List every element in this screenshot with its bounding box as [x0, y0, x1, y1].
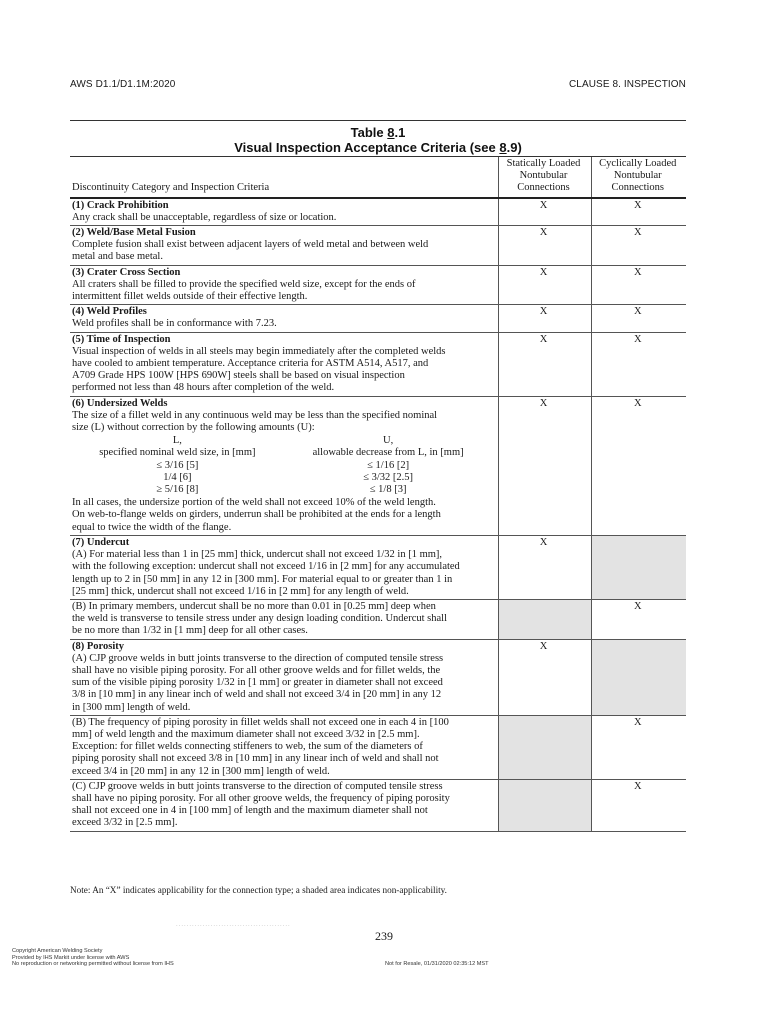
static-mark-cell: X — [498, 332, 591, 396]
undersize-nominal: L, — [172, 435, 182, 447]
undersize-row — [72, 472, 494, 484]
resale-notice: Not for Resale, 01/31/2020 02:35:12 MST — [385, 961, 489, 967]
table-row — [70, 332, 686, 396]
criteria-heading: (4) Weld Profiles — [72, 306, 147, 318]
undersize-nominal: ≥ 5/16 [8] — [156, 484, 199, 496]
table-note: Note: An “X” indicates applicability for the connection type; a shaded area indicates non-applicability. — [70, 885, 447, 895]
col-header-criteria: Discontinuity Category and Inspection Criteria — [70, 157, 498, 198]
criteria-cell — [70, 779, 498, 831]
criteria-line: intermittent fillet welds outside of their effective length. — [72, 291, 308, 303]
criteria-line: mm] of weld length and the maximum diameter shall not exceed 3/32 in [2.5 mm]. — [72, 728, 420, 740]
table-row — [70, 779, 686, 831]
undersize-row — [72, 435, 494, 447]
undersize-row — [72, 447, 494, 459]
criteria-line: The size of a fillet weld in any continuous weld may be less than the specified nominal — [72, 409, 438, 421]
col-header-static: Statically Loaded Nontubular Connections — [498, 157, 591, 198]
cyclic-mark-cell: X — [591, 715, 686, 779]
criteria-line: 3/8 in [10 mm] in any linear inch of weld and shall not exceed 3/4 in [20 mm] in any 12 — [72, 689, 442, 701]
criteria-line: in [300 mm] length of weld. — [72, 701, 191, 713]
criteria-cell — [70, 305, 498, 332]
table-row — [70, 715, 686, 779]
table-title-link[interactable]: 8 — [387, 125, 395, 140]
undersize-nominal: ≤ 3/16 [5] — [156, 459, 199, 471]
undersize-nominal: 1/4 [6] — [163, 471, 192, 483]
criteria-heading: (5) Time of Inspection — [72, 333, 171, 345]
criteria-line: A709 Grade HPS 100W [HPS 690W] steels shall be based on visual inspection — [72, 370, 405, 382]
criteria-line: (C) CJP groove welds in butt joints transverse to the direction of computed tensile stress — [72, 780, 443, 792]
undersize-decrease: ≤ 1/16 [2] — [367, 459, 410, 471]
table-header-row — [70, 157, 686, 198]
undersize-nominal: specified nominal weld size, in [mm] — [99, 447, 256, 459]
cyclic-mark-cell — [591, 535, 686, 599]
criteria-line: Complete fusion shall exist between adjacent layers of weld metal and between weld — [72, 239, 429, 251]
undersize-decrease: allowable decrease from L, in [mm] — [312, 447, 464, 459]
table-title: Table 8.1 — [350, 125, 406, 140]
table-row — [70, 639, 686, 715]
criteria-line: length up to 2 in [50 mm] in any 12 in [300 mm]. For material equal to or greater than 1 in — [72, 573, 453, 585]
copyright-line: Copyright American Welding Society — [12, 948, 103, 954]
static-mark-cell: X — [498, 396, 591, 535]
table-row — [70, 599, 686, 639]
acceptance-criteria-table — [70, 156, 686, 832]
criteria-line: shall not exceed one in 4 in [100 mm] of length and the maximum diameter shall not — [72, 805, 428, 817]
criteria-heading: (1) Crack Prohibition — [72, 199, 169, 211]
criteria-cell — [70, 599, 498, 639]
criteria-line: Visual inspection of welds in all steels may begin immediately after the completed welds — [72, 345, 446, 357]
criteria-line: sum of the visible piping porosity 1/32 in [1 mm] or greater in diameter shall not exceed — [72, 677, 443, 689]
criteria-cell — [70, 226, 498, 266]
criteria-line: exceed 3/4 in [20 mm] in any 12 in [300 mm] length of weld. — [72, 765, 330, 777]
undersize-table — [72, 435, 494, 496]
criteria-heading: (7) Undercut — [72, 536, 130, 548]
cyclic-mark-cell: X — [591, 226, 686, 266]
table-row — [70, 226, 686, 266]
criteria-line: shall have no piping porosity. For all other groove welds, the frequency of piping porosity — [72, 792, 450, 804]
cyclic-mark-cell: X — [591, 265, 686, 305]
copyright-line: Provided by IHS Markit under license with AWS — [12, 954, 130, 961]
static-mark-cell — [498, 599, 591, 639]
criteria-line: metal and base metal. — [72, 251, 163, 263]
cyclic-mark-cell: X — [591, 332, 686, 396]
cyclic-mark-cell: X — [591, 198, 686, 226]
criteria-cell — [70, 535, 498, 599]
static-mark-cell: X — [498, 305, 591, 332]
criteria-line: (B) The frequency of piping porosity in fillet welds shall not exceed one in each 4 in [100 — [72, 716, 449, 728]
cyclic-mark-cell — [591, 639, 686, 715]
cyclic-mark-cell: X — [591, 779, 686, 831]
copyright-block — [12, 948, 174, 968]
criteria-line: with the following exception: undercut shall not exceed 1/16 in [2 mm] for any accumulated — [72, 561, 460, 573]
criteria-line: Exception: for fillet welds connecting stiffeners to web, the sum of the diameters of — [72, 741, 423, 753]
table-row — [70, 396, 686, 535]
criteria-line: All craters shall be filled to provide the specified weld size, except for the ends of — [72, 278, 416, 290]
criteria-line: have cooled to ambient temperature. Acceptance criteria for ASTM A514, A517, and — [72, 358, 429, 370]
criteria-line: the weld is transverse to tensile stress under any design loading condition. Undercut shall — [72, 613, 448, 625]
table-subtitle: Visual Inspection Acceptance Criteria (see 8.9) — [234, 140, 522, 155]
undersize-row — [72, 460, 494, 472]
criteria-line: equal to twice the width of the flange. — [72, 521, 232, 533]
cyclic-mark-cell: X — [591, 396, 686, 535]
criteria-line: On web-to-flange welds on girders, underrun shall be prohibited at the ends for a length — [72, 509, 441, 521]
criteria-cell — [70, 396, 498, 535]
criteria-line: size (L) without correction by the following amounts (U): — [72, 422, 315, 434]
table-row — [70, 535, 686, 599]
table-body — [70, 198, 686, 831]
static-mark-cell: X — [498, 265, 591, 305]
criteria-line: Any crack shall be unacceptable, regardless of size or location. — [72, 211, 337, 223]
table-row — [70, 265, 686, 305]
criteria-line: [25 mm] thick, undercut shall not exceed 1/16 in [2 mm] for any length of weld. — [72, 585, 409, 597]
criteria-line: exceed 3/32 in [2.5 mm]. — [72, 817, 178, 829]
criteria-line: shall have no visible piping porosity. For all other groove welds and for fillet welds, the — [72, 664, 441, 676]
title-rule — [70, 120, 686, 121]
undersize-decrease: U, — [383, 435, 394, 447]
criteria-cell — [70, 265, 498, 305]
criteria-line: Weld profiles shall be in conformance with 7.23. — [72, 318, 277, 330]
undersize-row — [72, 484, 494, 496]
criteria-heading: (3) Crater Cross Section — [72, 266, 181, 278]
criteria-heading: (2) Weld/Base Metal Fusion — [72, 227, 196, 239]
static-mark-cell: X — [498, 535, 591, 599]
criteria-cell — [70, 198, 498, 226]
cyclic-mark-cell: X — [591, 305, 686, 332]
criteria-line: (A) For material less than 1 in [25 mm] thick, undercut shall not exceed 1/32 in [1 mm], — [72, 549, 443, 561]
criteria-line: In all cases, the undersize portion of the weld shall not exceed 10% of the weld length. — [72, 497, 436, 509]
criteria-cell — [70, 639, 498, 715]
criteria-line: be no more than 1/32 in [1 mm] deep for all other cases. — [72, 625, 308, 637]
table-row — [70, 305, 686, 332]
criteria-cell — [70, 332, 498, 396]
static-mark-cell — [498, 715, 591, 779]
scan-dots: ........................................... — [176, 922, 291, 928]
criteria-line: (B) In primary members, undercut shall be no more than 0.01 in [0.25 mm] deep when — [72, 600, 436, 612]
criteria-line: performed not less than 48 hours after completion of the weld. — [72, 382, 335, 394]
table-row — [70, 198, 686, 226]
undersize-decrease: ≤ 1/8 [3] — [369, 484, 407, 496]
static-mark-cell — [498, 779, 591, 831]
static-mark-cell: X — [498, 639, 591, 715]
running-header-right: CLAUSE 8. INSPECTION — [568, 79, 686, 90]
criteria-line: (A) CJP groove welds in butt joints transverse to the direction of computed tensile stress — [72, 652, 444, 664]
running-header-left: AWS D1.1/D1.1M:2020 — [70, 79, 176, 90]
criteria-cell — [70, 715, 498, 779]
criteria-line: piping porosity shall not exceed 3/8 in [10 mm] in any linear inch of weld and shall not — [72, 753, 439, 765]
page-number: 239 — [375, 929, 393, 943]
static-mark-cell: X — [498, 198, 591, 226]
criteria-heading: (8) Porosity — [72, 640, 125, 652]
undersize-decrease: ≤ 3/32 [2.5] — [363, 471, 414, 483]
static-mark-cell: X — [498, 226, 591, 266]
col-header-cyclic: Cyclically Loaded Nontubular Connections — [591, 157, 686, 198]
table-subtitle-link[interactable]: 8 — [499, 140, 507, 155]
cyclic-mark-cell: X — [591, 599, 686, 639]
copyright-line: No reproduction or networking permitted without license from IHS — [12, 961, 174, 968]
criteria-heading: (6) Undersized Welds — [72, 397, 168, 409]
